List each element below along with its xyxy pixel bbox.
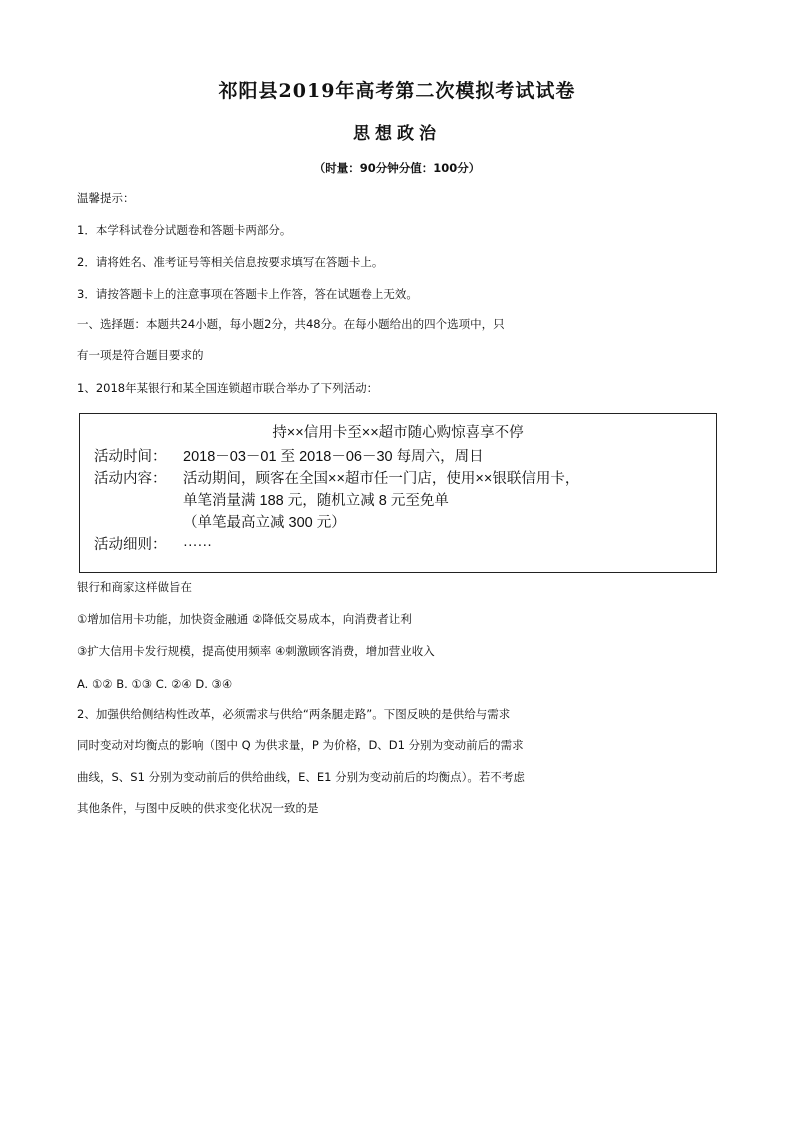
q1-options: A. ①② B. ①③ C. ②④ D. ③④	[77, 677, 233, 691]
promotion-rules-value: ······	[183, 537, 212, 553]
q1-statements-2: ③扩大信用卡发行规模，提高使用频率 ④刺激顾客消费，增加营业收入	[77, 644, 435, 658]
tip-item-2: 2．请将姓名、准考证号等相关信息按要求填写在答题卡上。	[77, 255, 384, 269]
section-instruction-line2: 有一项是符合题目要求的	[77, 348, 204, 362]
exam-subject: 思想政治	[353, 124, 441, 144]
q1-question: 银行和商家这样做旨在	[77, 580, 192, 594]
q2-stem-line2: 同时变动对均衡点的影响（图中 Q 为供求量，P 为价格，D、D1 分别为变动前后的需求	[77, 738, 524, 752]
promotion-content-line3: （单笔最高立减 300 元）	[183, 515, 346, 531]
promotion-time-label: 活动时间：	[94, 449, 167, 465]
promotion-content-line1: 活动期间，顾客在全国××超市任一门店，使用××银联信用卡，	[183, 471, 580, 487]
q2-stem-line1: 2、加强供给侧结构性改革，必须需求与供给“两条腿走路”。下图反映的是供给与需求	[77, 707, 511, 721]
promotion-content-line2: 单笔消量满 188 元，随机立减 8 元至免单	[183, 493, 449, 509]
tips-heading: 温馨提示：	[77, 191, 135, 205]
exam-title: 祁阳县2019年高考第二次模拟考试试卷	[218, 80, 576, 102]
q1-statements-1: ①增加信用卡功能，加快资金融通 ②降低交易成本，向消费者让利	[77, 612, 412, 626]
q1-stem: 1、2018年某银行和某全国连锁超市联合举办了下列活动：	[77, 381, 379, 395]
promotion-box	[79, 413, 717, 573]
promotion-rules-label: 活动细则：	[94, 537, 167, 553]
promotion-time-value: 2018－03－01 至 2018－06－30 每周六，周日	[183, 449, 484, 465]
tip-item-3: 3．请按答题卡上的注意事项在答题卡上作答，答在试题卷上无效。	[77, 287, 418, 301]
section-instruction-line1: 一、选择题：本题共24小题，每小题2分，共48分。在每小题给出的四个选项中，只	[77, 317, 505, 331]
promotion-title: 持××信用卡至××超市随心购惊喜享不停	[272, 425, 524, 441]
promotion-content-label: 活动内容：	[94, 471, 167, 487]
q2-stem-line4: 其他条件，与图中反映的供求变化状况一致的是	[77, 801, 319, 815]
exam-meta: （时量：90分钟分值：100分）	[313, 161, 481, 175]
tip-item-1: 1．本学科试卷分试题卷和答题卡两部分。	[77, 223, 292, 237]
q2-stem-line3: 曲线，S、S1 分别为变动前后的供给曲线，E、E1 分别为变动前后的均衡点）。若不考虑	[77, 770, 525, 784]
